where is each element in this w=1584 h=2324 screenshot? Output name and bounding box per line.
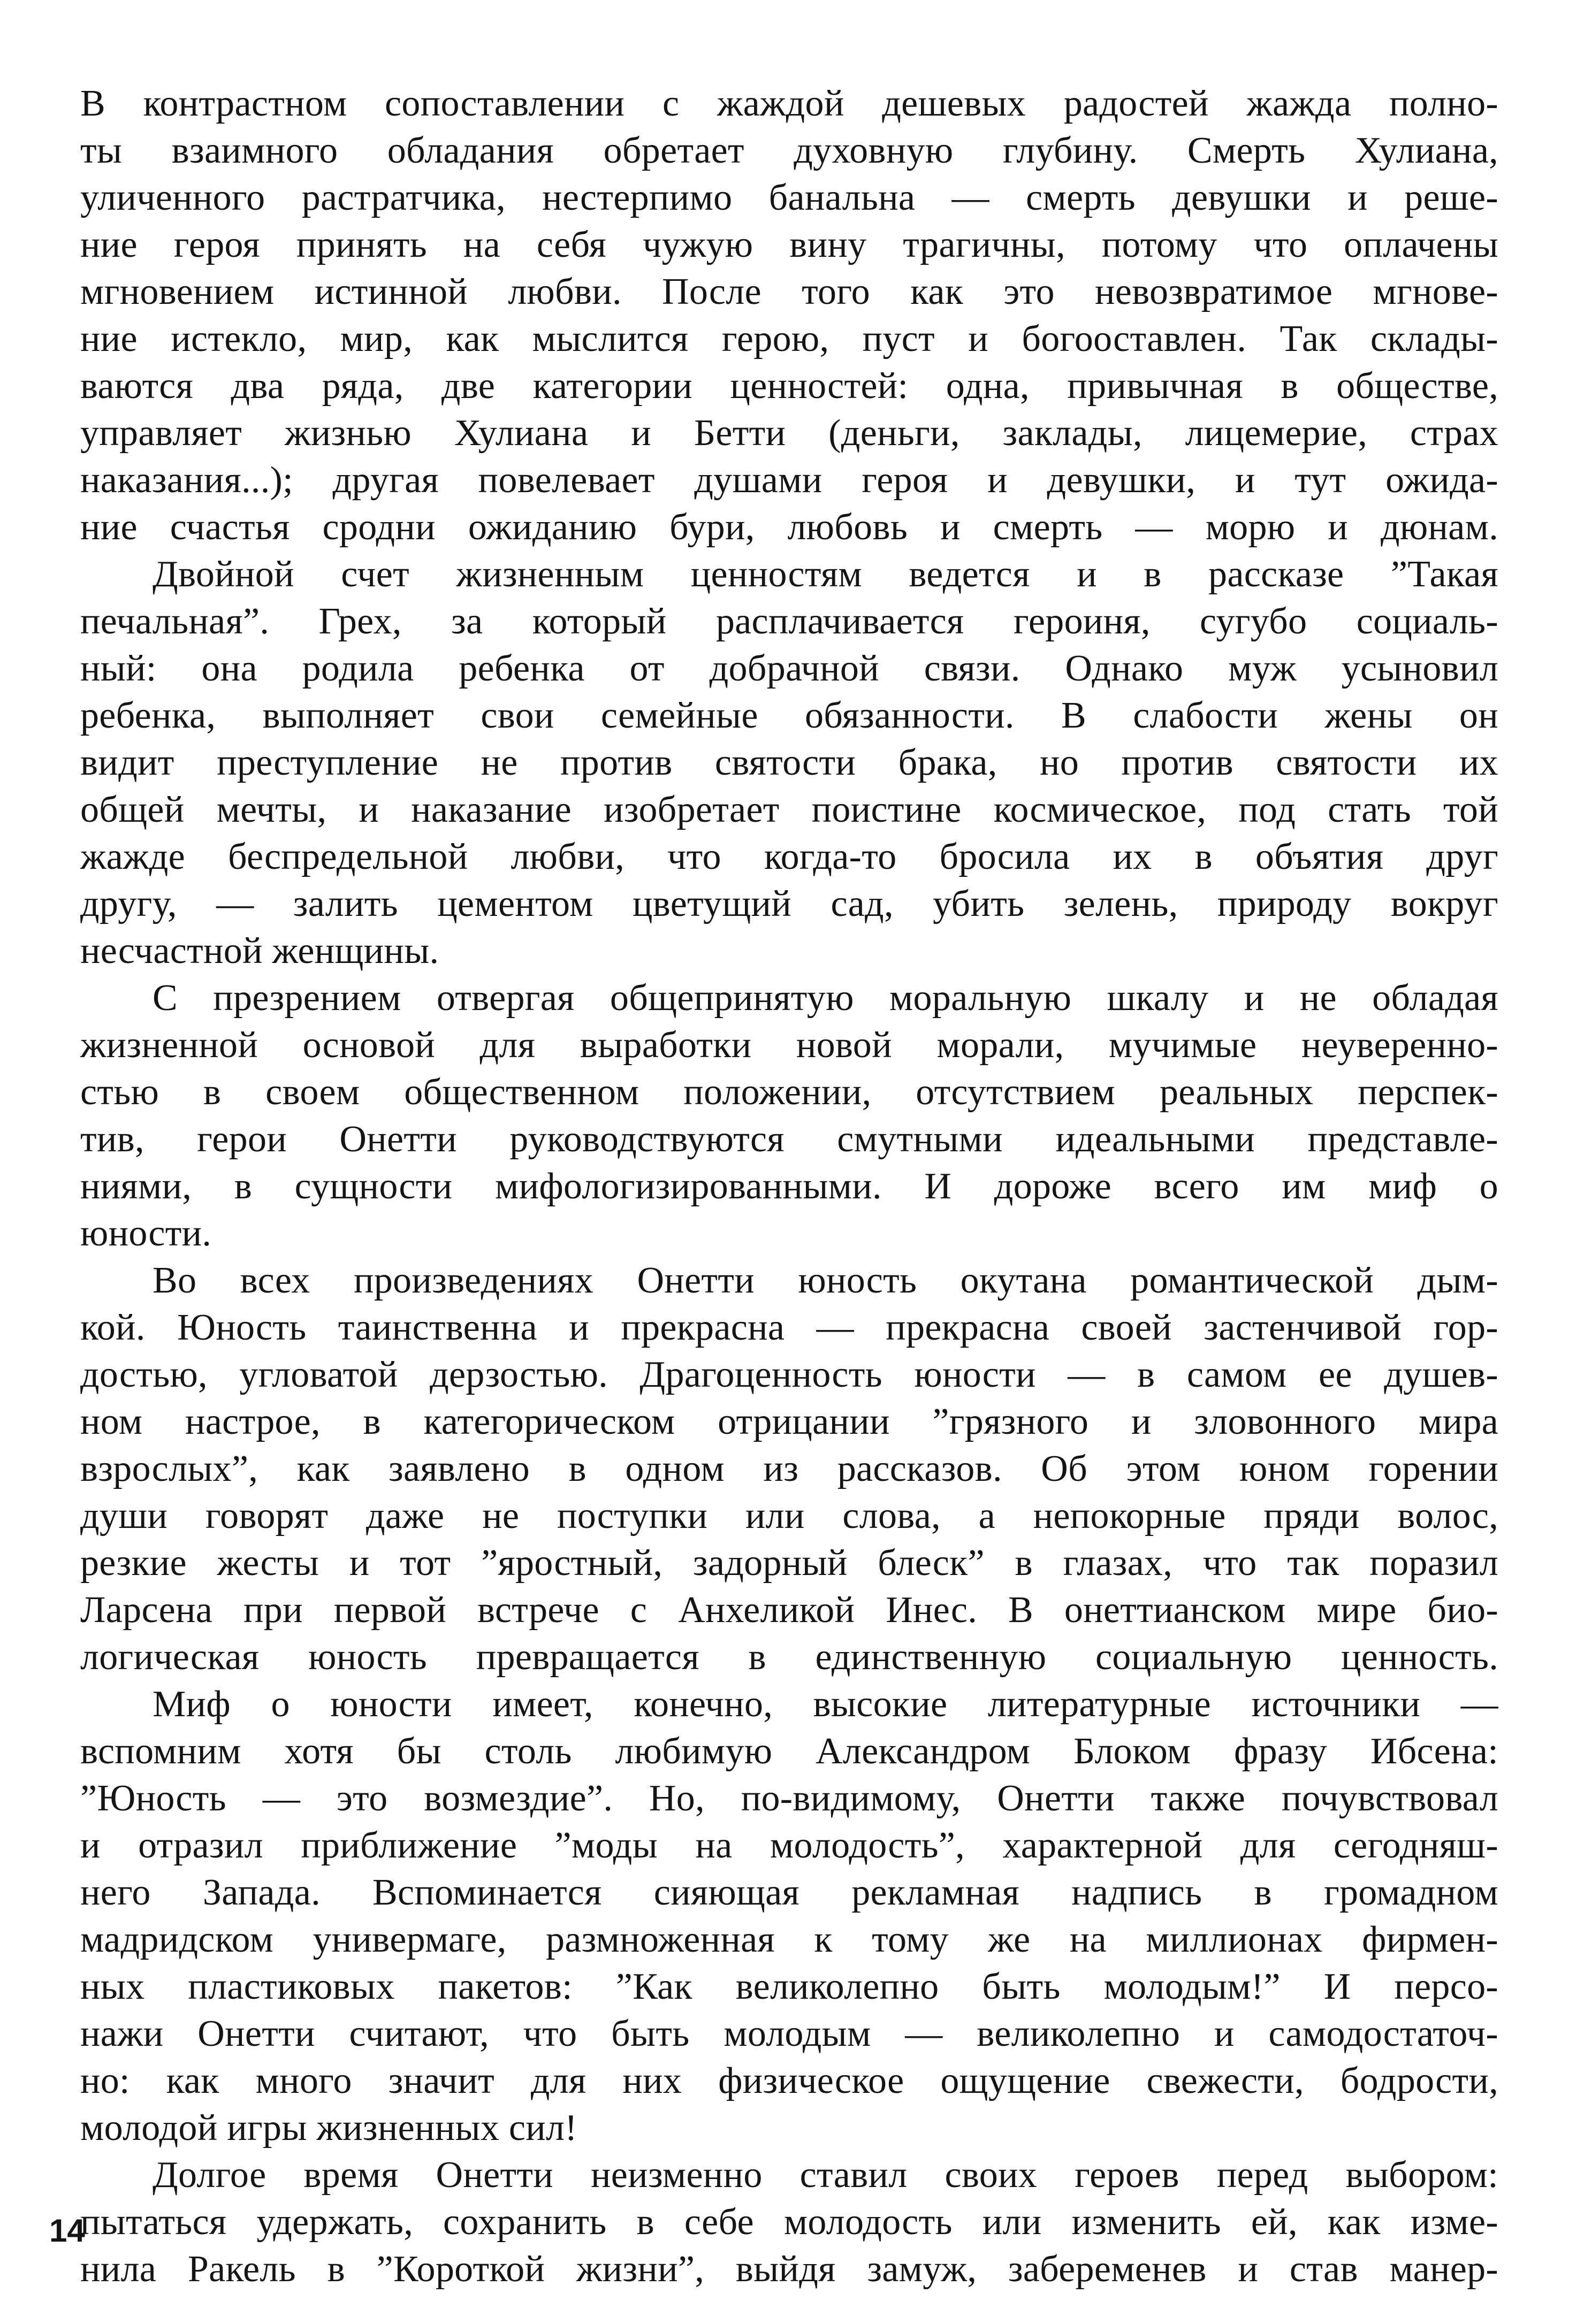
text-line: ние истекло, мир, как мыслится герою, пуст и богооставлен. Так склады- bbox=[80, 318, 1498, 360]
text-line: резкие жесты и тот ”яростный, задорный блеск” в глазах, что так поразил bbox=[80, 1542, 1498, 1584]
page-body bbox=[80, 80, 1498, 2293]
text-line: пытаться удержать, сохранить в себе молодость или изменить ей, как изме- bbox=[80, 2201, 1498, 2243]
paragraph-6 bbox=[80, 2152, 1498, 2293]
text-line: Долгое время Онетти неизменно ставил своих героев перед выбором: bbox=[153, 2154, 1498, 2196]
text-line: юности. bbox=[80, 1213, 212, 1254]
text-line: ный: она родила ребенка от добрачной связи. Однако муж усыновил bbox=[80, 648, 1498, 689]
text-line: ние героя принять на себя чужую вину трагичны, потому что оплачены bbox=[80, 224, 1498, 265]
text-line: ты взаимного обладания обретает духовную глубину. Смерть Хулиана, bbox=[80, 130, 1498, 171]
text-line: мадридском универмаге, размноженная к тому же на миллионах фирмен- bbox=[80, 1919, 1498, 1960]
text-line: мгновением истинной любви. После того как это невозвратимое мгнове- bbox=[80, 271, 1498, 312]
text-line: наказания...); другая повелевает душами героя и девушки, и тут ожида- bbox=[80, 460, 1498, 501]
paragraph-2 bbox=[80, 551, 1498, 975]
text-line: жизненной основой для выработки новой морали, мучимые неуверенно- bbox=[80, 1025, 1498, 1066]
text-line: уличенного растратчика, нестерпимо банальна — смерть девушки и реше- bbox=[80, 177, 1498, 218]
text-line: него Запада. Вспоминается сияющая рекламная надпись в громадном bbox=[80, 1872, 1498, 1913]
page-number: 14 bbox=[49, 2213, 85, 2249]
text-line: логическая юность превращается в единственную социальную ценность. bbox=[80, 1637, 1498, 1678]
text-line: кой. Юность таинственна и прекрасна — прекрасна своей застенчивой гор- bbox=[80, 1307, 1498, 1348]
paragraph-1 bbox=[80, 80, 1498, 551]
text-line: ребенка, выполняет свои семейные обязанности. В слабости жены он bbox=[80, 695, 1498, 736]
text-line: ниями, в сущности мифологизированными. И дороже всего им миф о bbox=[80, 1166, 1498, 1207]
text-line: стью в своем общественном положении, отсутствием реальных перспек- bbox=[80, 1072, 1498, 1113]
text-line: Ларсена при первой встрече с Анхеликой Инес. В онеттианском мире био- bbox=[80, 1589, 1498, 1631]
text-line: молодой игры жизненных сил! bbox=[80, 2107, 577, 2149]
text-line: Во всех произведениях Онетти юность окутана романтической дым- bbox=[153, 1260, 1498, 1301]
text-line: вспомним хотя бы столь любимую Александром Блоком фразу Ибсена: bbox=[80, 1731, 1498, 1772]
text-line: С презрением отвергая общепринятую моральную шкалу и не обладая bbox=[153, 977, 1498, 1019]
text-line: но: как много значит для них физическое ощущение свежести, бодрости, bbox=[80, 2060, 1498, 2101]
text-line: Двойной счет жизненным ценностям ведется и в рассказе ”Такая bbox=[153, 554, 1498, 595]
text-line: ваются два ряда, две категории ценностей: одна, привычная в обществе, bbox=[80, 365, 1498, 407]
text-line: ние счастья сродни ожиданию бури, любовь и смерть — морю и дюнам. bbox=[80, 507, 1498, 548]
text-line: Миф о юности имеет, конечно, высокие литературные источники — bbox=[153, 1684, 1498, 1725]
text-line: тив, герои Онетти руководствуются смутными идеальными представле- bbox=[80, 1119, 1498, 1160]
text-line: видит преступление не против святости брака, но против святости их bbox=[80, 742, 1498, 783]
text-line: взрослых”, как заявлено в одном из рассказов. Об этом юном горении bbox=[80, 1448, 1498, 1489]
text-line: управляет жизнью Хулиана и Бетти (деньги, заклады, лицемерие, страх bbox=[80, 412, 1498, 454]
text-line: несчастной женщины. bbox=[80, 930, 439, 972]
text-line: ных пластиковых пакетов: ”Как великолепно быть молодым!” И персо- bbox=[80, 1966, 1498, 2007]
text-line: печальная”. Грех, за который расплачивается героиня, сугубо социаль- bbox=[80, 601, 1498, 642]
text-line: другу, — залить цементом цветущий сад, убить зелень, природу вокруг bbox=[80, 883, 1498, 924]
text-line: души говорят даже не поступки или слова, а непокорные пряди волос, bbox=[80, 1495, 1498, 1536]
paragraph-4 bbox=[80, 1257, 1498, 1681]
text-line: жажде беспредельной любви, что когда-то бросила их в объятия друг bbox=[80, 836, 1498, 877]
paragraph-5 bbox=[80, 1681, 1498, 2152]
text-line: ном настрое, в категорическом отрицании ”грязного и зловонного мира bbox=[80, 1401, 1498, 1442]
text-line: В контрастном сопоставлении с жаждой дешевых радостей жажда полно- bbox=[80, 83, 1498, 124]
paragraph-3 bbox=[80, 975, 1498, 1257]
text-line: ”Юность — это возмездие”. Но, по-видимому, Онетти также почувствовал bbox=[80, 1778, 1498, 1819]
text-line: достью, угловатой дерзостью. Драгоценность юности — в самом ее душев- bbox=[80, 1354, 1498, 1395]
text-line: нажи Онетти считают, что быть молодым — великолепно и самодостаточ- bbox=[80, 2013, 1498, 2054]
text-line: нила Ракель в ”Короткой жизни”, выйдя замуж, забеременев и став манер- bbox=[80, 2249, 1498, 2290]
text-line: общей мечты, и наказание изобретает поистине космическое, под стать той bbox=[80, 789, 1498, 830]
text-line: и отразил приближение ”моды на молодость”, характерной для сегодняш- bbox=[80, 1825, 1498, 1866]
